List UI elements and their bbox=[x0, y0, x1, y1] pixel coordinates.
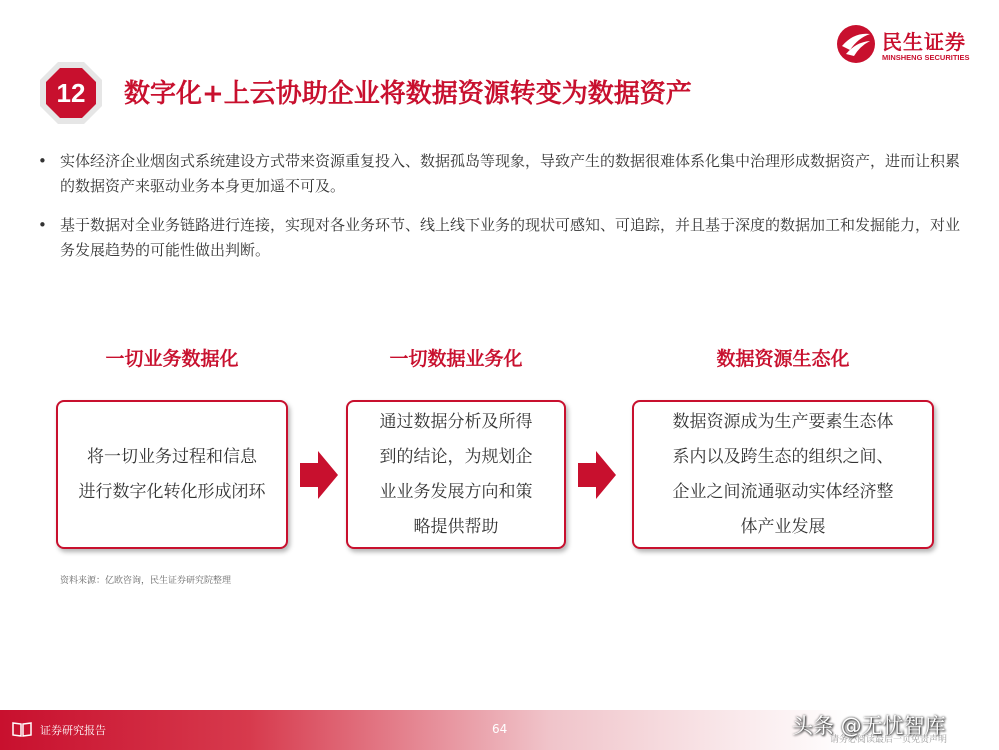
bullet-dot: • bbox=[38, 152, 47, 170]
stage-title-ecosystem: 数据资源生态化 bbox=[716, 348, 850, 370]
stage-box-ecosystem bbox=[632, 400, 934, 549]
stage-box-line: 企业之间流通驱动实体经济整 bbox=[672, 481, 894, 502]
brand-logo bbox=[836, 24, 982, 68]
footer-label: 证券研究报告 bbox=[40, 724, 106, 737]
bullet-dot: • bbox=[38, 216, 47, 234]
bullet-text: 基于数据对全业务链路进行连接，实现对各业务环节、线上线下业务的现状可感知、可追踪，并且基于深度的数据加工和发掘能力，对业务发展趋势的可能性做出判断。 bbox=[60, 216, 961, 259]
disclaimer-note: 请务必阅读最后一页免责声明 bbox=[830, 735, 948, 745]
arrow-right-icon bbox=[578, 451, 616, 499]
book-icon bbox=[12, 721, 32, 737]
arrow-right-icon bbox=[300, 451, 338, 499]
stage-title-data-business: 一切数据业务化 bbox=[389, 348, 523, 370]
page-number: 64 bbox=[492, 722, 508, 736]
stage-box-line: 到的结论，为规划企 bbox=[379, 446, 533, 467]
watermark: 头条 @无忧智库 bbox=[792, 714, 946, 738]
stage-box-line: 体产业发展 bbox=[740, 516, 826, 537]
logo-english-name: MINSHENG SECURITIES bbox=[882, 53, 970, 62]
footer-bar bbox=[0, 710, 999, 750]
stage-title-digitalize: 一切业务数据化 bbox=[105, 348, 239, 370]
stage-box-line: 数据资源成为生产要素生态体 bbox=[672, 411, 894, 432]
stage-box-data-business bbox=[346, 400, 566, 549]
logo-chinese-name: 民生证券 bbox=[882, 30, 966, 54]
stage-box-line: 将一切业务过程和信息 bbox=[87, 446, 257, 467]
stage-box-line: 通过数据分析及所得 bbox=[379, 411, 533, 432]
bullet-item bbox=[38, 149, 963, 199]
stage-box-line: 略提供帮助 bbox=[413, 516, 499, 537]
page-badge-number: 12 bbox=[56, 78, 86, 108]
minsheng-logo-icon bbox=[836, 24, 876, 64]
stage-box-line: 系内以及跨生态的组织之间、 bbox=[672, 446, 894, 467]
source-note: 资料来源：亿欧咨询，民生证券研究院整理 bbox=[60, 576, 232, 586]
stage-box-digitalize bbox=[56, 400, 288, 549]
stage-box-line: 业业务发展方向和策 bbox=[379, 481, 533, 502]
stage-box-line: 进行数字化转化形成闭环 bbox=[78, 481, 266, 502]
page-title: 数字化+上云协助企业将数据资源转变为数据资产 bbox=[124, 79, 692, 109]
bullet-text: 实体经济企业烟囱式系统建设方式带来资源重复投入、数据孤岛等现象，导致产生的数据很难体系化集中治理形成数据资产，进而让积累的数据资产来驱动业务本身更加遥不可及。 bbox=[60, 152, 961, 195]
bullet-item bbox=[38, 213, 963, 263]
page-badge bbox=[38, 60, 104, 126]
